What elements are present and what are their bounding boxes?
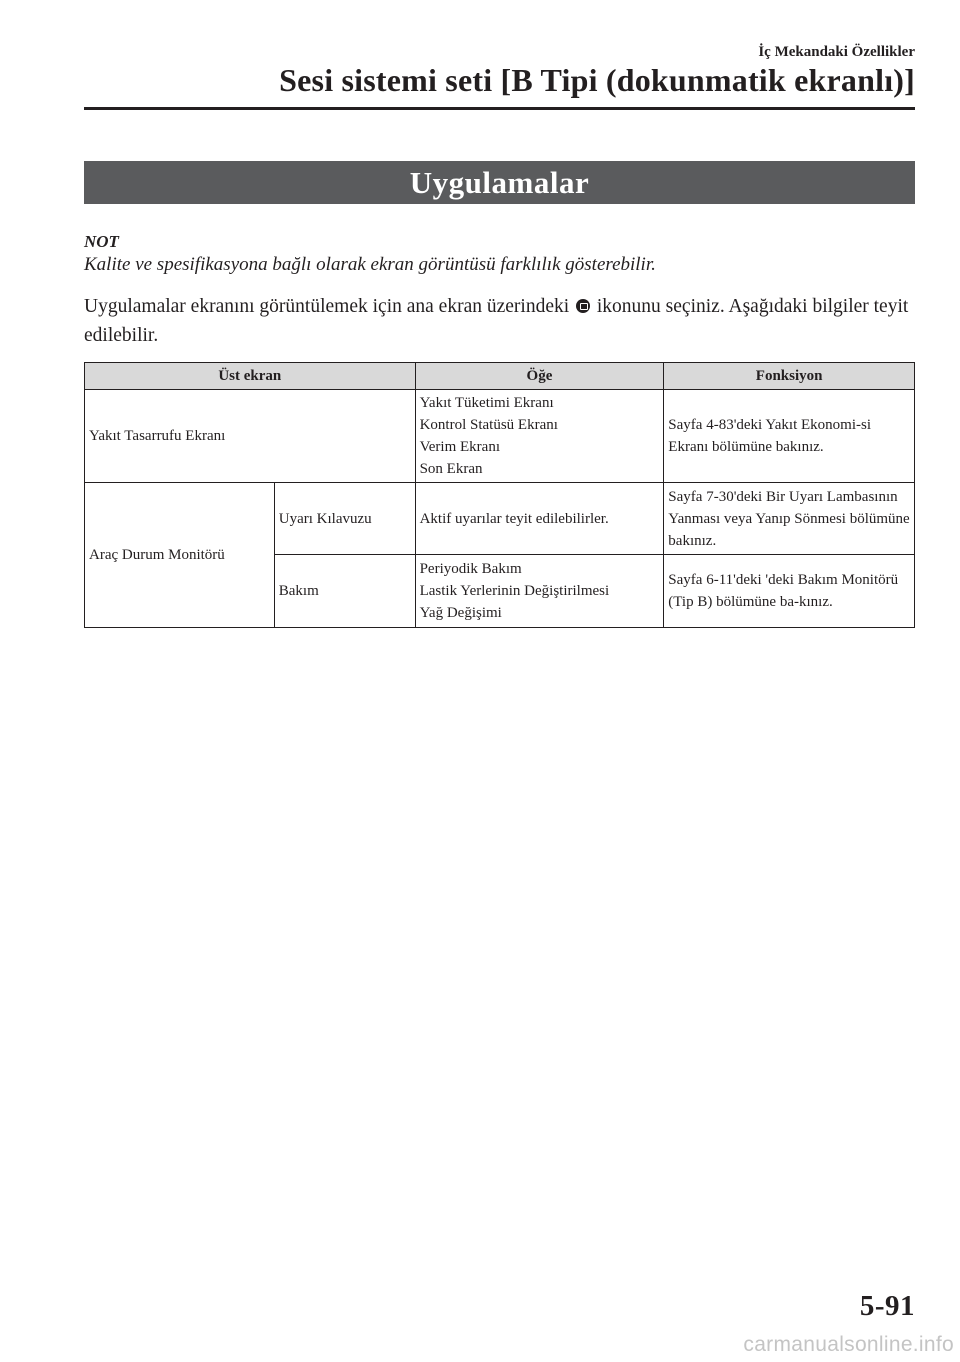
- header-item: Öğe: [415, 363, 664, 390]
- cell-vehicle-top: Araç Durum Monitörü: [85, 483, 275, 628]
- intro-text-before: Uygulamalar ekranını görüntülemek için ana ekran üzerindeki: [84, 296, 570, 317]
- list-item: Lastik Yerlerinin Değiştirilmesi: [419, 583, 610, 599]
- cell-warning-function: Sayfa 7-30'deki Bir Uyarı Lambasının Yanması veya Yanıp Sönmesi bölümüne bakınız.: [664, 483, 915, 555]
- header-top-screen: Üst ekran: [85, 363, 416, 390]
- applications-table: [84, 362, 915, 628]
- list-item: Yakıt Tüketimi Ekranı: [419, 395, 554, 411]
- cell-maintenance-function: Sayfa 6-11'deki 'deki Bakım Monitörü (Tip B) bölümüne ba-kınız.: [664, 555, 915, 628]
- applications-icon: [576, 299, 590, 313]
- watermark: carmanualsonline.info: [743, 1333, 954, 1356]
- note-label: NOT: [84, 232, 119, 251]
- table-row: [85, 483, 915, 555]
- list-item: Kontrol Statüsü Ekranı: [419, 417, 558, 433]
- cell-maintenance-sub: Bakım: [274, 555, 415, 628]
- cell-warning-sub: Uyarı Kılavuzu: [274, 483, 415, 555]
- page-title: Sesi sistemi seti [B Tipi (dokunmatik ekranlı)]: [279, 62, 915, 98]
- list-item: Verim Ekranı: [419, 439, 500, 455]
- section-header: İç Mekandaki Özellikler: [758, 44, 915, 60]
- cell-maintenance-items: [415, 555, 664, 628]
- table-row: [85, 390, 915, 483]
- list-item: Yağ Değişimi: [419, 605, 502, 621]
- cell-fuel-top: Yakıt Tasarrufu Ekranı: [85, 390, 416, 483]
- cell-fuel-items: [415, 390, 664, 483]
- table-header-row: [85, 363, 915, 390]
- note-text: Kalite ve spesifikasyona bağlı olarak ekran görüntüsü farklılık gösterebilir.: [84, 254, 656, 275]
- intro-paragraph: [84, 292, 919, 350]
- page-number: 5-91: [859, 1290, 915, 1322]
- header-divider: [84, 107, 915, 110]
- cell-fuel-function: Sayfa 4-83'deki Yakıt Ekonomi-si Ekranı bölümüne bakınız.: [664, 390, 915, 483]
- intro-text-after: ikonunu seçiniz. Aşağıdaki bilgiler teyit edilebilir.: [84, 296, 909, 346]
- list-item: Periyodik Bakım: [419, 561, 522, 577]
- cell-warning-item: Aktif uyarılar teyit edilebilirler.: [415, 483, 664, 555]
- section-banner: Uygulamalar: [84, 161, 915, 204]
- header-function: Fonksiyon: [664, 363, 915, 390]
- list-item: Son Ekran: [419, 461, 483, 477]
